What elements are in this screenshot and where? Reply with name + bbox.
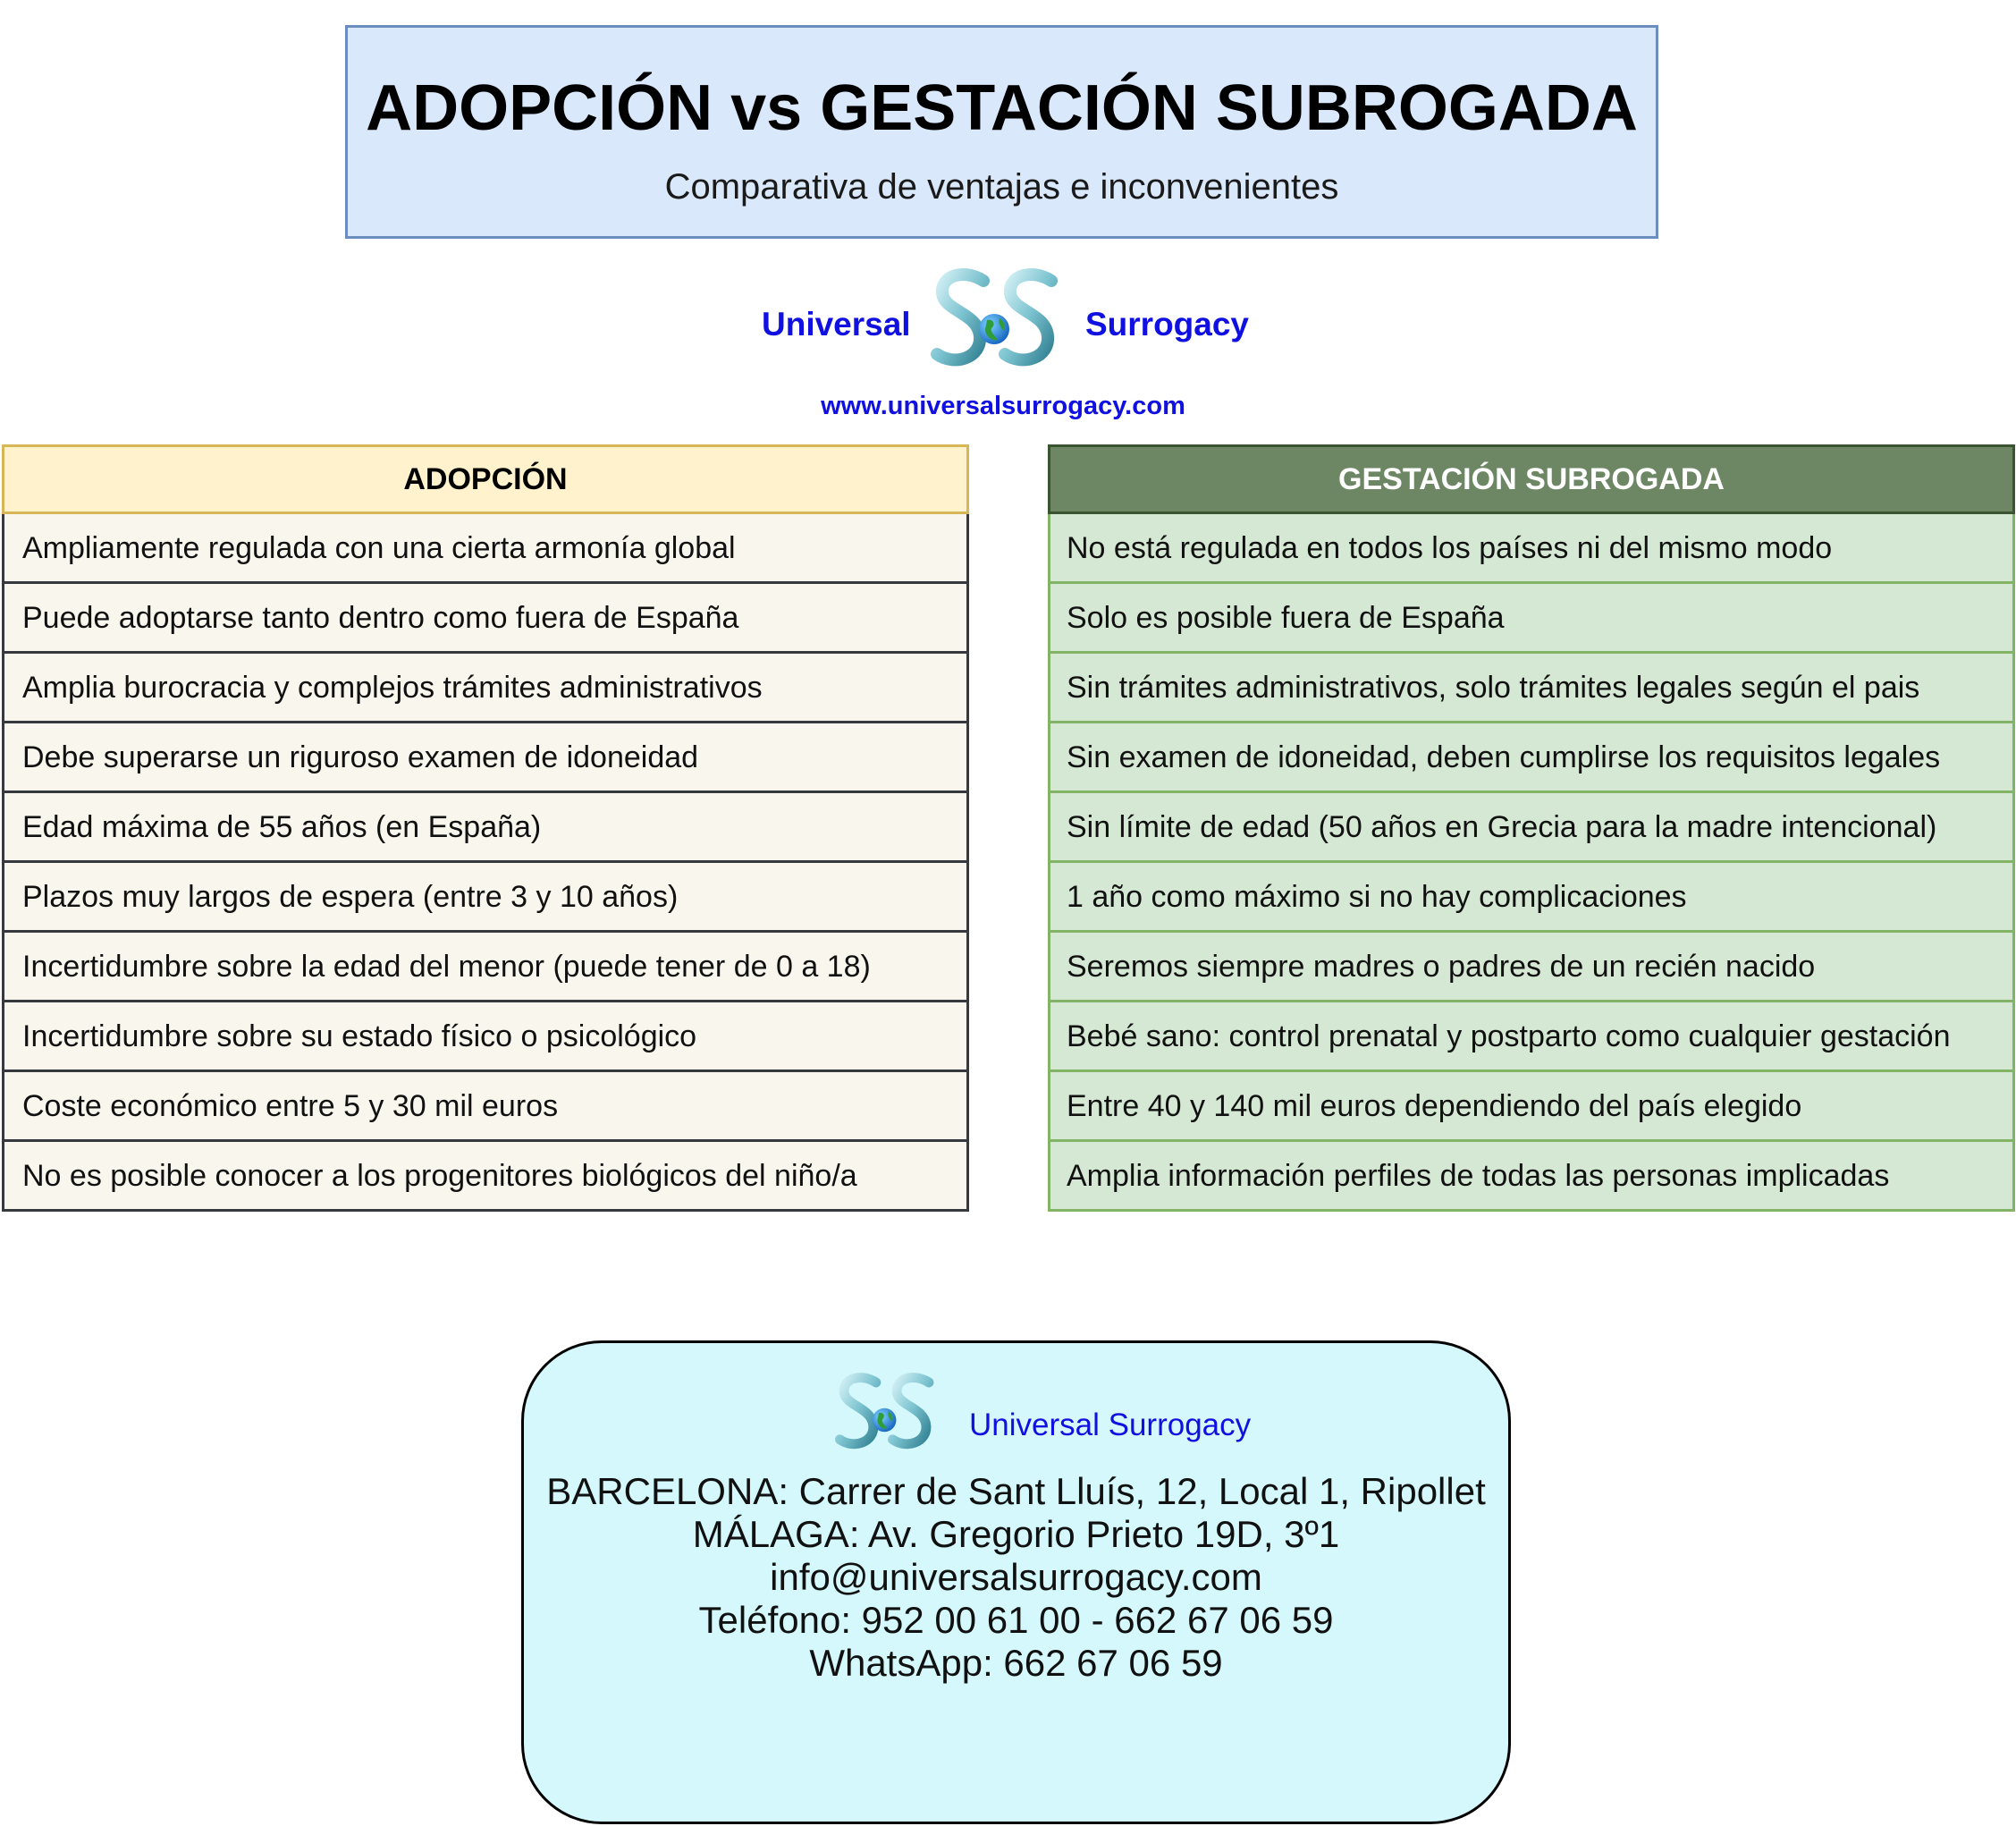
adopcion-row: Edad máxima de 55 años (en España) [2, 793, 969, 863]
page-title: ADOPCIÓN vs GESTACIÓN SUBROGADA [366, 72, 1638, 144]
contact-whatsapp[interactable]: WhatsApp: 662 67 06 59 [809, 1642, 1223, 1684]
ss-globe-logo-icon [928, 265, 1062, 377]
title-box [345, 25, 1658, 239]
gestacion-row: Solo es posible fuera de España [1048, 584, 2015, 654]
adopcion-row: Debe superarse un riguroso examen de idoneidad [2, 723, 969, 793]
contact-box [521, 1340, 1511, 1824]
gestacion-row: 1 año como máximo si no hay complicaciones [1048, 863, 2015, 933]
adopcion-row: Puede adoptarse tanto dentro como fuera de España [2, 584, 969, 654]
gestacion-row: Amplia información perfiles de todas las personas implicadas [1048, 1142, 2015, 1212]
gestacion-column [1048, 444, 2015, 1212]
adopcion-row: Ampliamente regulada con una cierta armonía global [2, 514, 969, 584]
gestacion-row: Entre 40 y 140 mil euros dependiendo del país elegido [1048, 1072, 2015, 1142]
contact-logo [832, 1370, 938, 1458]
gestacion-header: GESTACIÓN SUBROGADA [1048, 444, 2015, 514]
adopcion-row: Incertidumbre sobre su estado físico o psicológico [2, 1002, 969, 1072]
contact-details [524, 1470, 1508, 1685]
address-malaga: MÁLAGA: Av. Gregorio Prieto 19D, 3º1 [692, 1513, 1340, 1555]
gestacion-row: Sin examen de idoneidad, deben cumplirse los requisitos legales [1048, 723, 2015, 793]
gestacion-row: Sin trámites administrativos, solo trámites legales según el pais [1048, 654, 2015, 723]
gestacion-row: Bebé sano: control prenatal y postparto como cualquier gestación [1048, 1002, 2015, 1072]
gestacion-row: No está regulada en todos los países ni del mismo modo [1048, 514, 2015, 584]
brand-word-surrogacy: Surrogacy [1085, 306, 1250, 342]
adopcion-row: Coste económico entre 5 y 30 mil euros [2, 1072, 969, 1142]
adopcion-header: ADOPCIÓN [2, 444, 969, 514]
ss-globe-logo-icon [832, 1370, 938, 1458]
adopcion-row: No es posible conocer a los progenitores biológicos del niño/a [2, 1142, 969, 1212]
gestacion-row: Sin límite de edad (50 años en Grecia para la madre intencional) [1048, 793, 2015, 863]
adopcion-column [2, 444, 969, 1212]
brand-url-link[interactable]: www.universalsurrogacy.com [821, 392, 1185, 420]
contact-brand-name: Universal Surrogacy [969, 1408, 1252, 1442]
brand-word-universal: Universal [762, 306, 911, 342]
adopcion-row: Amplia burocracia y complejos trámites administrativos [2, 654, 969, 723]
adopcion-row: Incertidumbre sobre la edad del menor (puede tener de 0 a 18) [2, 933, 969, 1002]
address-barcelona: BARCELONA: Carrer de Sant Lluís, 12, Local 1, Ripollet [546, 1470, 1486, 1512]
page-subtitle: Comparativa de ventajas e inconvenientes [664, 167, 1339, 207]
brand-logo [928, 265, 1062, 377]
contact-phone[interactable]: Teléfono: 952 00 61 00 - 662 67 06 59 [698, 1599, 1334, 1641]
gestacion-row: Seremos siempre madres o padres de un recién nacido [1048, 933, 2015, 1002]
contact-email[interactable]: info@universalsurrogacy.com [770, 1556, 1262, 1598]
adopcion-row: Plazos muy largos de espera (entre 3 y 10 años) [2, 863, 969, 933]
